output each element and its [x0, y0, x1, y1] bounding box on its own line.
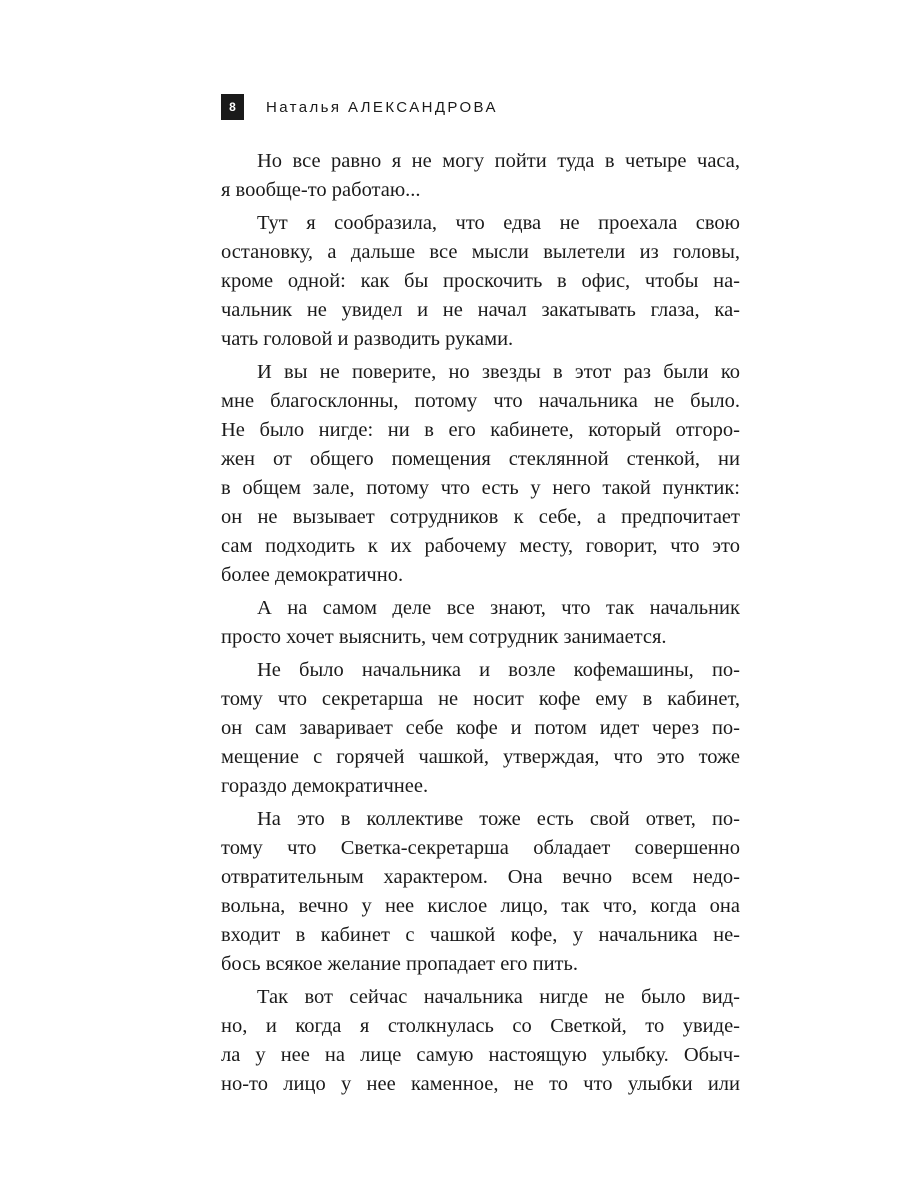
text-line: ла у нее на лице самую настоящую улыбку. Обыч-	[221, 1044, 740, 1066]
text-line: мещение с горячей чашкой, утверждая, что это тоже	[221, 746, 740, 768]
text-line: бось всякое желание пропадает его пить.	[221, 953, 578, 975]
text-line: тому что Светка-секретарша обладает совершенно	[221, 837, 740, 859]
text-line: Не было начальника и возле кофемашины, по-	[257, 659, 740, 681]
text-line: тому что секретарша не носит кофе ему в кабинет,	[221, 688, 740, 710]
paragraph	[221, 209, 740, 354]
paragraph	[221, 805, 740, 979]
text-line: Не было нигде: ни в его кабинете, который отгоро-	[221, 419, 740, 441]
text-line: отвратительным характером. Она вечно всем недо-	[221, 866, 740, 888]
text-line: кроме одной: как бы проскочить в офис, чтобы на-	[221, 270, 740, 292]
text-line: мне благосклонны, потому что начальника не было.	[221, 390, 740, 412]
text-line: он не вызывает сотрудников к себе, а предпочитает	[221, 506, 740, 528]
text-line: просто хочет выяснить, чем сотрудник занимается.	[221, 626, 667, 648]
paragraph	[221, 147, 740, 205]
text-line: чальник не увидел и не начал закатывать глаза, ка-	[221, 299, 740, 321]
paragraph	[221, 358, 740, 590]
text-line: более демократично.	[221, 564, 404, 586]
text-line: Так вот сейчас начальника нигде не было вид-	[257, 986, 740, 1008]
text-line: Но все равно я не могу пойти туда в четыре часа,	[257, 150, 740, 172]
text-line: я вообще-то работаю...	[221, 179, 421, 201]
author-name: Наталья АЛЕКСАНДРОВА	[266, 98, 498, 116]
text-line: входит в кабинет с чашкой кофе, у начальника не-	[221, 924, 740, 946]
text-line: А на самом деле все знают, что так начальник	[257, 597, 740, 619]
text-line: вольна, вечно у нее кислое лицо, так что, когда она	[221, 895, 740, 917]
page-number: 8	[221, 94, 244, 120]
text-line: остановку, а дальше все мысли вылетели из головы,	[221, 241, 740, 263]
body-text	[221, 147, 740, 1099]
text-line: жен от общего помещения стеклянной стенкой, ни	[221, 448, 740, 470]
paragraph	[221, 983, 740, 1099]
text-line: гораздо демократичнее.	[221, 775, 429, 797]
running-header	[221, 94, 498, 120]
text-line: сам подходить к их рабочему месту, говорит, что это	[221, 535, 740, 557]
text-line: чать головой и разводить руками.	[221, 328, 514, 350]
text-line: И вы не поверите, но звезды в этот раз были ко	[257, 361, 740, 383]
text-line: но, и когда я столкнулась со Светкой, то увиде-	[221, 1015, 740, 1037]
text-line: На это в коллективе тоже есть свой ответ, по-	[257, 808, 740, 830]
paragraph	[221, 656, 740, 801]
text-line: он сам заваривает себе кофе и потом идет через по-	[221, 717, 740, 739]
text-line: в общем зале, потому что есть у него такой пунктик:	[221, 477, 740, 499]
paragraph	[221, 594, 740, 652]
text-line: но-то лицо у нее каменное, не то что улыбки или	[221, 1073, 740, 1095]
text-line: Тут я сообразила, что едва не проехала свою	[257, 212, 740, 234]
